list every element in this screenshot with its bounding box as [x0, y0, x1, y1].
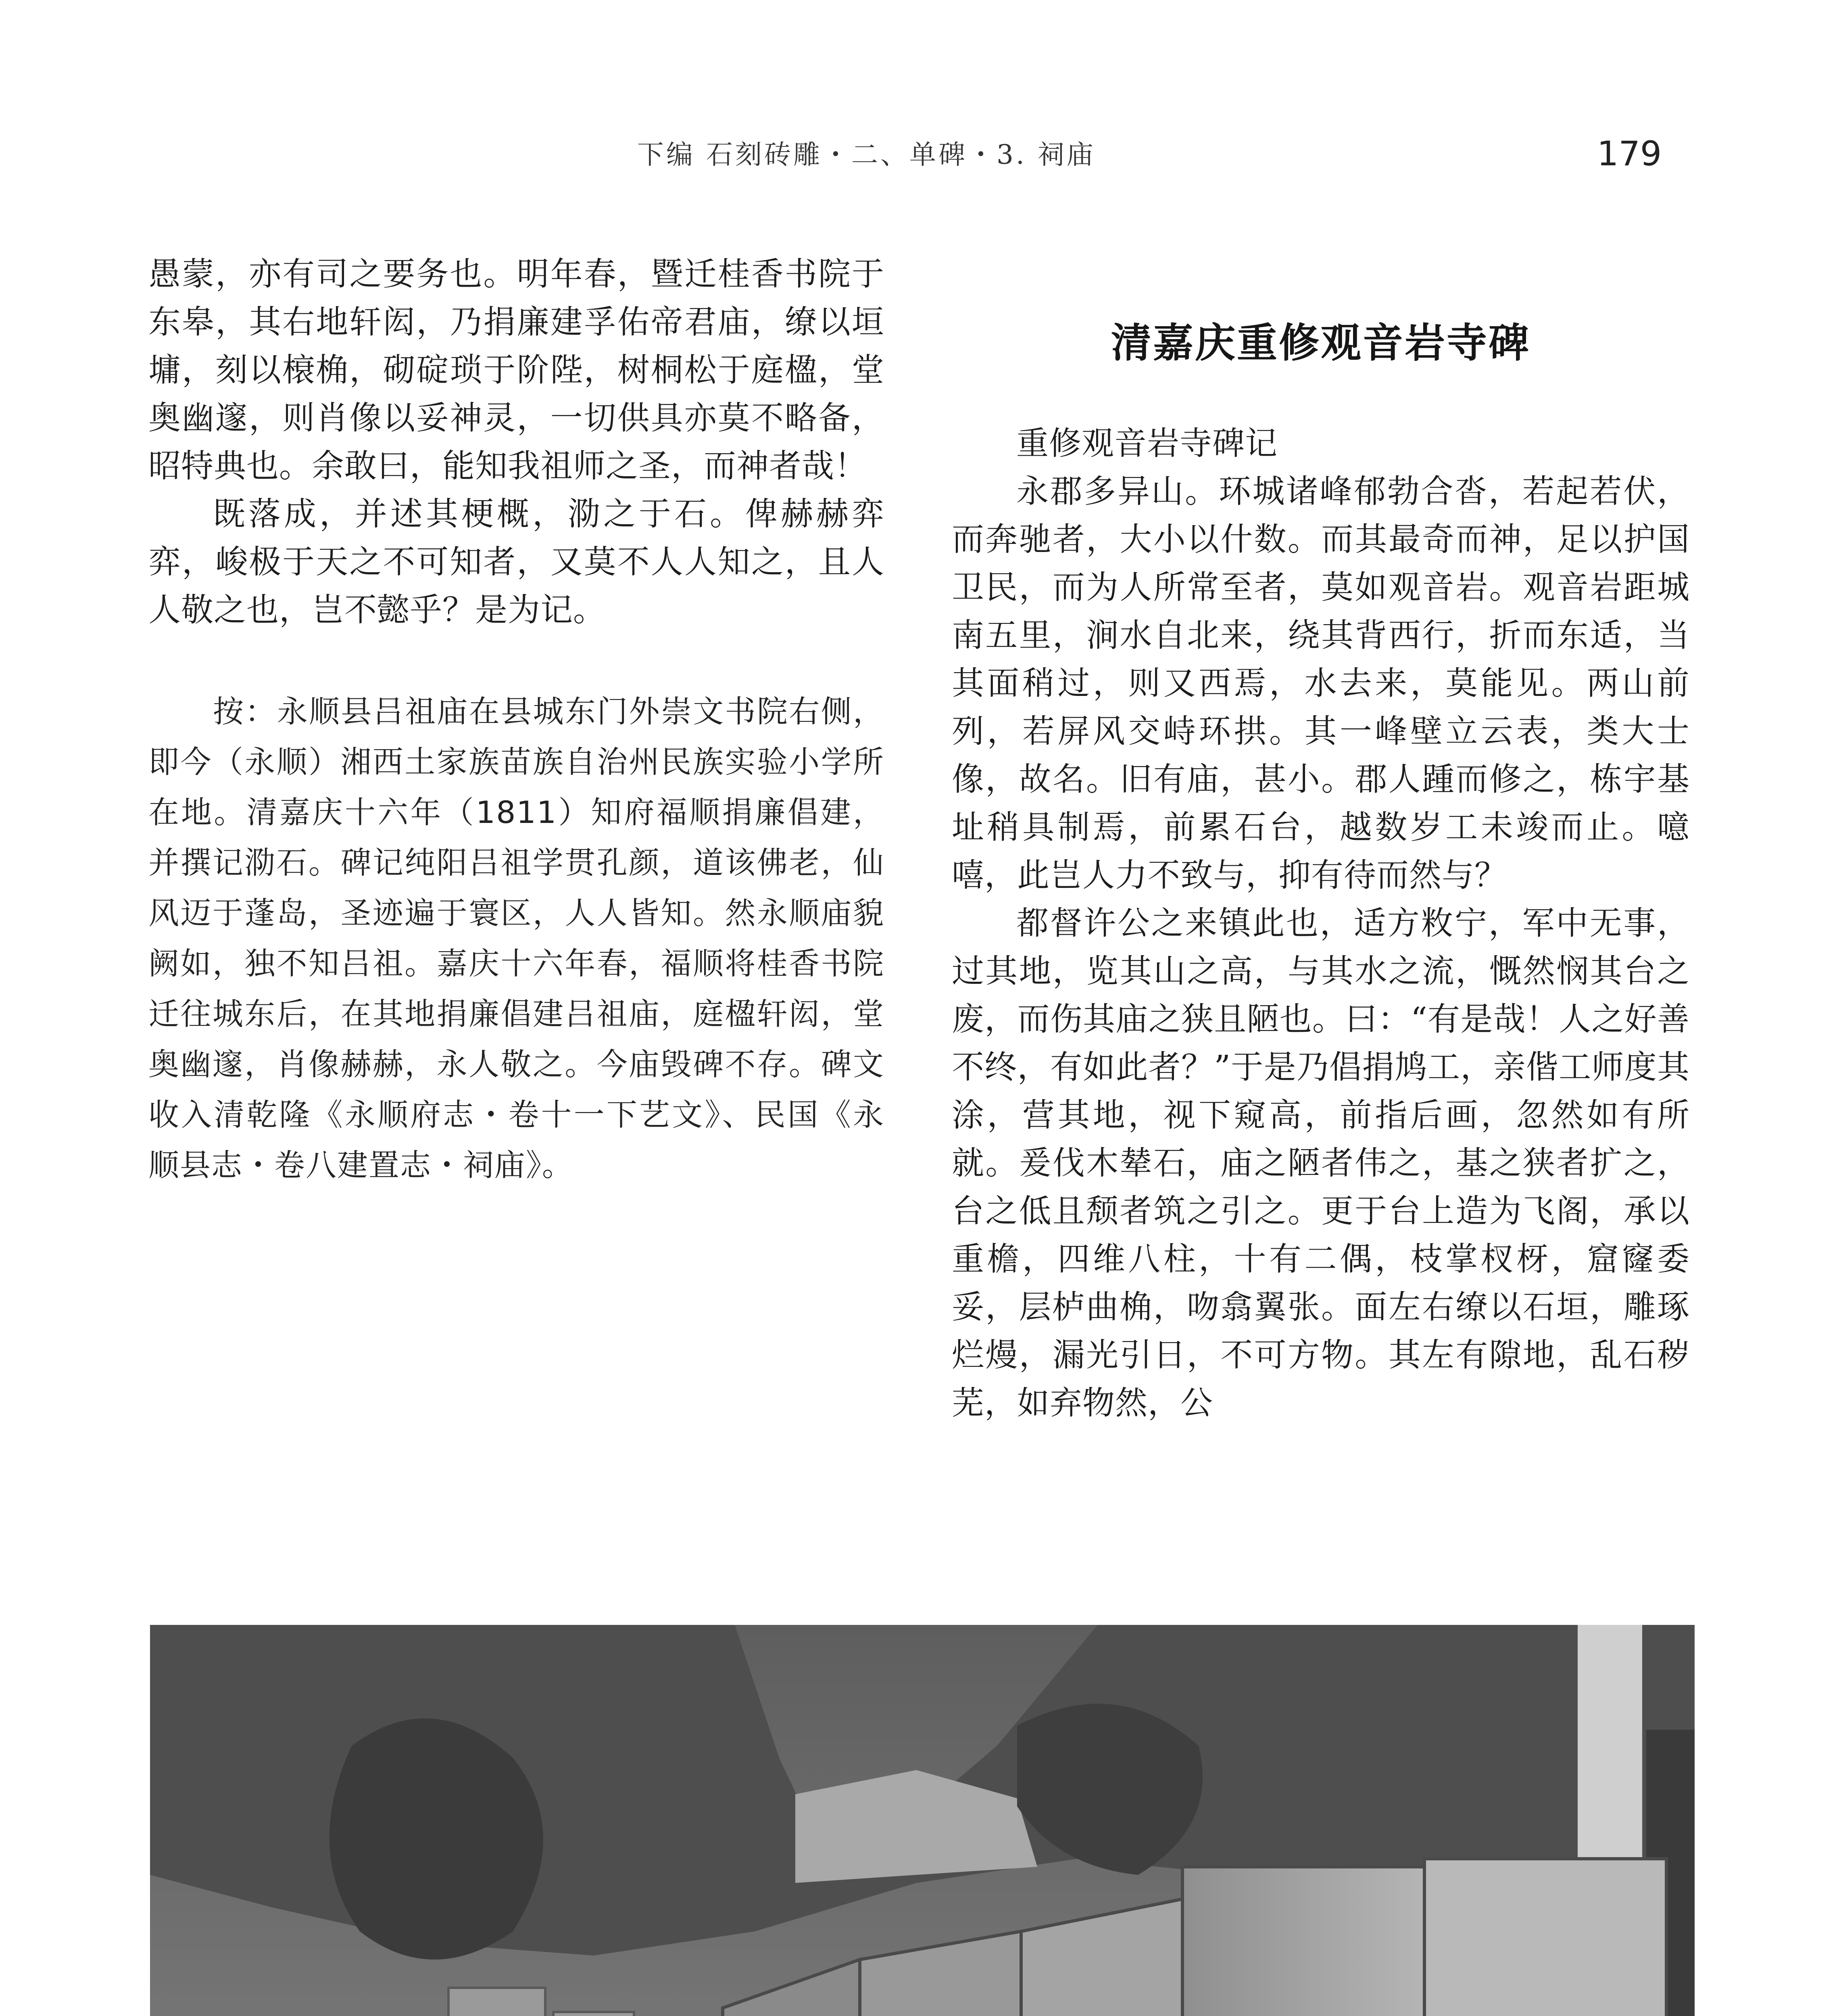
- left-paragraph-2: 既落成，并述其梗概，泐之于石。俾赫赫弈弈，峻极于天之不可知者，又莫不人人知之，且人人敬之也，岂不懿乎？是为记。: [148, 495, 884, 629]
- article-title: 清嘉庆重修观音岩寺碑: [1111, 319, 1530, 367]
- running-header: [0, 133, 1839, 185]
- inscription-subtitle: 重修观音岩寺碑记: [1016, 425, 1278, 462]
- header-section-title: 下编 石刻砖雕・二、单碑・3. 祠庙: [637, 139, 1096, 170]
- page-number: 179: [1597, 134, 1662, 173]
- left-paragraph-1: 愚蒙，亦有司之要务也。明年春，暨迁桂香书院于东皋，其右地轩闳，乃捐廉建孚佑帝君庙，缭以垣墉，刻以榱桷，砌碇琐于阶陛，树桐松于庭楹，堂奥幽邃，则肖像以妥神灵，一切供具亦莫不略备，昭特典也。余敢曰，能知我祖师之圣，而神者哉！: [148, 255, 884, 485]
- right-paragraph-1: 永郡多异山。环城诸峰郁勃合沓，若起若伏，而奔驰者，大小以什数。而其最奇而神，足以护国卫民，而为人所常至者，莫如观音岩。观音岩距城南五里，涧水自北来，绕其背西行，折而东适，当其面稍过，则又西焉，水去来，莫能见。两山前列，若屏风交峙环拱。其一峰壁立云表，类大士像，故名。旧有庙，甚小。郡人踵而修之，栋宇基址稍具制焉，前累石台，越数岁工未竣而止。噫嘻，此岂人力不致与，抑有待而然与？: [952, 473, 1690, 894]
- left-column: [148, 250, 884, 1190]
- editor-note: 按：永顺县吕祖庙在县城东门外崇文书院右侧，即今（永顺）湘西土家族苗族自治州民族实验小学所在地。清嘉庆十六年（1811）知府福顺捐廉倡建，并撰记泐石。碑记纯阳吕祖学贯孔颜，道该佛老，仙风迈于蓬岛，圣迹遍于寰区，人人皆知。然永顺庙貌阙如，独不知吕祖。嘉庆十六年春，福顺将桂香书院迁往城东后，在其地捐廉倡建吕祖庙，庭楹轩闳，堂奥幽邃，肖像赫赫，永人敬之。今庙毁碑不存。碑文收入清乾隆《永顺府志・卷十一下艺文》、民国《永顺县志・卷八建置志・祠庙》。: [148, 694, 884, 1183]
- right-column: [952, 419, 1690, 1427]
- right-paragraph-2: 都督许公之来镇此也，适方敉宁，军中无事，过其地，览其山之高，与其水之流，慨然悯其台之废，而伤其庙之狭且陋也。曰：“有是哉！人之好善不终，有如此者？”于是乃倡捐鸠工，亲偕工师度其涂，营其地，视下窥高，前指后画，忽然如有所就。爰伐木辇石，庙之陋者伟之，基之狭者扩之，台之低且颓者筑之引之。更于台上造为飞阁，承以重檐，四维八柱，十有二偶，枝掌杈枒，窟窿委妥，层栌曲桷，吻翕翼张。面左右缭以石垣，雕琢烂熳，漏光引日，不可方物。其左有隙地，乱石秽芜，如弃物然，公: [952, 904, 1690, 1422]
- photo-illustration: [150, 1625, 1695, 2016]
- stele-forest-photo: [150, 1625, 1695, 2016]
